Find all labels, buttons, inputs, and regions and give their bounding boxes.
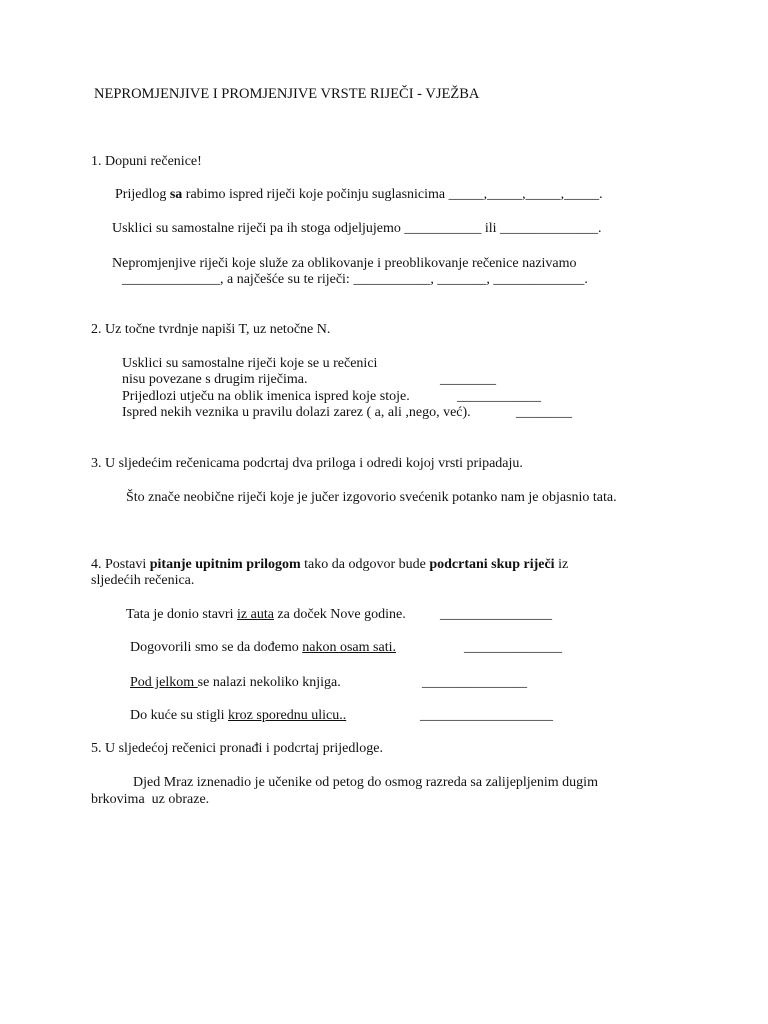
q1-sentence-3-line-2: ______________, a najčešće su te riječi: ___________, _______, _____________. xyxy=(122,272,588,287)
q2-heading: 2. Uz točne tvrdnje napiši T, uz netočne N. xyxy=(91,322,331,337)
q2-answer-blank-3: ________ xyxy=(516,405,572,420)
q3-sentence: Što znače neobične riječi koje je jučer izgovorio svećenik potanko nam je objasnio tata. xyxy=(126,490,617,505)
q4-sentence-4 xyxy=(130,708,346,724)
q2-statement-2: Prijedlozi utječu na oblik imenica ispred koje stoje. xyxy=(122,389,410,404)
q4-s1-text-b: za doček Nove godine. xyxy=(273,607,406,622)
q4-s3-underlined: Pod jelkom xyxy=(130,675,198,690)
q4-h-text-c: tako da odgovor bude xyxy=(300,557,430,572)
q5-heading: 5. U sljedećoj rečenici pronađi i podcrtaj prijedloge. xyxy=(91,741,383,756)
q4-s2-underlined: nakon osam sati. xyxy=(302,640,396,655)
q4-sentence-1 xyxy=(126,607,406,623)
q4-s1-text-a: Tata je donio stavri xyxy=(126,607,237,622)
q4-h-text-e: iz xyxy=(554,557,569,572)
q4-s4-underlined: kroz sporednu ulicu.. xyxy=(228,708,347,723)
q4-s4-text-a: Do kuće su stigli xyxy=(130,708,228,723)
q1-s1-bold: sa xyxy=(169,187,183,202)
q2-statement-1-line-1: Usklici su samostalne riječi koje se u rečenici xyxy=(122,356,378,371)
q4-answer-blank-1: ________________ xyxy=(440,607,552,622)
q5-sentence-line-2: brkovima uz obraze. xyxy=(91,792,210,807)
q1-s1-text-a: Prijedlog xyxy=(115,187,170,202)
q4-h-bold-2: podcrtani skup riječi xyxy=(429,557,555,572)
q5-sentence-line-1: Djed Mraz iznenadio je učenike od petog do osmog razreda sa zalijepljenim dugim xyxy=(133,775,598,790)
q4-heading-line-1 xyxy=(91,557,568,573)
q2-statement-1-line-2: nisu povezane s drugim riječima. xyxy=(122,372,308,387)
q4-heading-line-2: sljedećih rečenica. xyxy=(91,573,195,588)
q2-answer-blank-1: ________ xyxy=(440,372,496,387)
q1-s1-text-c: rabimo ispred riječi koje počinju suglasnicima _____,_____,_____,_____. xyxy=(182,187,603,202)
q4-s2-text-a: Dogovorili smo se da dođemo xyxy=(130,640,303,655)
q4-s1-underlined: iz auta xyxy=(237,607,274,622)
q1-sentence-3-line-1: Nepromjenjive riječi koje služe za oblikovanje i preoblikovanje rečenice nazivamo xyxy=(112,256,577,271)
q1-heading: 1. Dopuni rečenice! xyxy=(91,154,202,169)
q4-answer-blank-2: ______________ xyxy=(464,640,562,655)
q2-statement-3: Ispred nekih veznika u pravilu dolazi zarez ( a, ali ,nego, već). xyxy=(122,405,471,420)
q4-sentence-3 xyxy=(130,675,341,691)
q4-sentence-2 xyxy=(130,640,396,656)
q4-answer-blank-4: ___________________ xyxy=(420,708,553,723)
q1-sentence-1 xyxy=(115,187,603,203)
q2-answer-blank-2: ____________ xyxy=(457,389,541,404)
q3-heading: 3. U sljedećim rečenicama podcrtaj dva priloga i odredi kojoj vrsti pripadaju. xyxy=(91,456,523,471)
q4-s3-text-b: se nalazi nekoliko knjiga. xyxy=(197,675,341,690)
q4-h-text-a: 4. Postavi xyxy=(91,557,150,572)
q4-h-bold-1: pitanje upitnim prilogom xyxy=(149,557,301,572)
q4-answer-blank-3: _______________ xyxy=(422,675,527,690)
page-title: NEPROMJENJIVE I PROMJENJIVE VRSTE RIJEČI - VJEŽBA xyxy=(94,86,480,102)
q1-sentence-2: Usklici su samostalne riječi pa ih stoga odjeljujemo ___________ ili ______________. xyxy=(112,221,602,236)
